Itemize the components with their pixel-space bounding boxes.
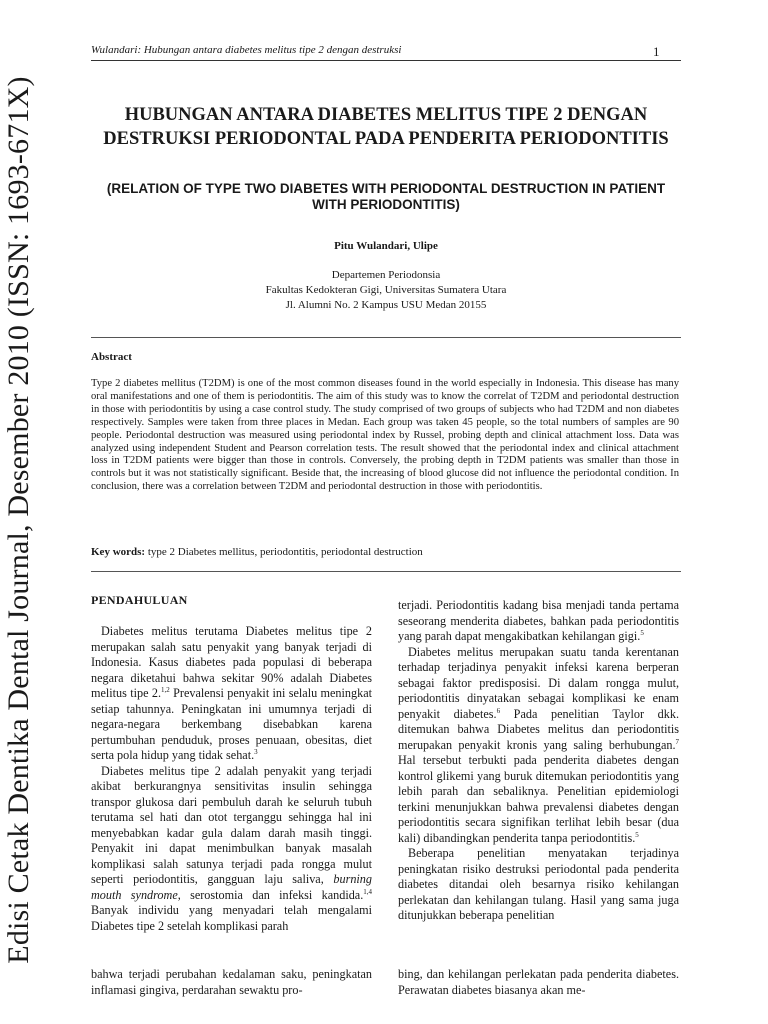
keywords-list: type 2 Diabetes mellitus, periodontitis, periodontal destruction: [145, 546, 423, 558]
left-column: [91, 624, 372, 934]
affiliation-address: Jl. Alumni No. 2 Kampus USU Medan 20155: [285, 299, 487, 311]
right-paragraph-3: Beberapa penelitian menyatakan terjadinya peningkatan risiko destruksi periodontal pada penderita diabetes ditandai oleh besarnya risiko kehilangan perlekatan dan kehilangan tulang. Hasil yang sama juga ditunjukkan beberapa penelitian: [398, 846, 679, 922]
affiliation-faculty: Fakultas Kedokteran Gigi, Universitas Sumatera Utara: [265, 284, 507, 296]
left-column-bottom: [91, 967, 372, 998]
right-paragraph-2: Diabetes melitus merupakan suatu tanda kerentanan terhadap terjadinya penyakit infeksi karena berperan sebagai faktor predisposisi. Di dalam rongga mulut, periodontitis dinyatakan sebagai komplikasi ke enam penyakit diabetes.$^6$ Pada penelitian Taylor dkk. ditemukan bahwa Diabetes melitus dan periodontitis merupakan penyakit kronis yang saling berhubungan.$^7$ Hal tersebut terbukti pada penderita diabetes dengan kontrol glikemi yang buruk ditemukan periodontitis yang lebih parah dan sebaliknya. Penelitian epidemiologi terkini menunjukkan bahwa prevalensi diabetes dengan periodontitis secara signifikan terlihat lebih besar (dua kali) dibandingkan penderita tanpa periodontitis.$^5$: [398, 644, 679, 845]
journal-side-banner: [0, 60, 40, 980]
keywords: [91, 546, 423, 558]
authors: Pitu Wulandari, Ulipe: [334, 240, 438, 252]
section-heading: PENDAHULUAN: [91, 593, 188, 607]
paper-title: HUBUNGAN ANTARA DIABETES MELITUS TIPE 2 DENGAN DESTRUKSI PERIODONTAL PADA PENDERITA PERIODONTITIS: [103, 105, 669, 149]
keywords-label: Key words:: [91, 546, 146, 558]
abstract-top-rule: [91, 337, 681, 338]
paper-subtitle: (RELATION OF TYPE TWO DIABETES WITH PERIODONTAL DESTRUCTION IN PATIENT WITH PERIODONTITIS): [106, 181, 666, 212]
affiliation: [91, 268, 681, 313]
left-paragraph-2: Diabetes melitus tipe 2 adalah penyakit yang terjadi akibat berkurangnya sensitivitas insulin sehingga transpor glukosa dari pembuluh darah ke seluruh tubuh terutama sel hati dan otot terganggu sehingga hal ini menyebabkan kadar gula dalam darah masih tinggi. Penyakit ini dapat menimbulkan banyak masalah komplikasi salah satunya terjadi pada rongga mulut seperti periodontitis, gangguan laju saliva, burning mouth syndrome, serostomia dan infeksi kandida.$^{1,4}$ Banyak individu yang menyadari telah mengalami Diabetes tipe 2 setelah komplikasi parah: [91, 763, 373, 933]
right-column: [398, 598, 679, 924]
left-paragraph-1: Diabetes melitus terutama Diabetes melitus tipe 2 merupakan salah satu penyakit yang banyak terjadi di Indonesia. Kasus diabetes pada populasi di beberapa negara diketahui bahwa sekitar 90% adalah Diabetes melitus tipe 2.$^{1,2}$ Prevalensi penyakit ini selalu meningkat setiap tahunnya. Peningkatan ini umumnya terjadi di negara-negara berkembang disebabkan karena pertumbuhan penduduk, proses penuaan, obesitas, diet serta pola hidup yang tidak sehat.$^3$: [91, 624, 372, 762]
abstract-bottom-rule: [91, 571, 681, 572]
abstract-text: Type 2 diabetes mellitus (T2DM) is one of the most common diseases found in the world especially in Indonesia. This disease has many oral manifestations and one of them is periodontitis. The aim of this study was to know the correlat of T2DM and periodontal destruction in those with periodontitis by using a case control study. The study comprised of two groups of subjects who had T2DM and non diabetes respectively. Samples were taken from three places in Medan. Each group was taken 45 people, so the total numbers of samples are 90 people. Periodontal destruction was measured using periodontal index by Russel, probing depth and clinical attachment loss. Data was analyzed using independent Student and Pearson correlation tests. The result showed that the periodontal index and clinical attachment loss in T2DM patients were bigger than those in controls. Conversely, the probing depth in T2DM patients was smaller than those in controls but it was not statistically significant. Beside that, the increasing of blood glucose did not influence the periodontal condition. In conclusion, there was a correlation between T2DM and periodontal destruction in those with periodontitis.: [91, 378, 679, 493]
page-number: 1: [653, 44, 660, 59]
right-column-bottom: [398, 967, 679, 998]
right-paragraph-1: terjadi. Periodontitis kadang bisa menjadi tanda pertama seseorang menderita diabetes, bahkan pada periodontitis yang parah dapat mengakibatkan kehilangan gigi.$^5$: [398, 598, 679, 643]
left-bottom-text: bahwa terjadi perubahan kedalaman saku, peningkatan inflamasi gingiva, perdarahan sewaktu pro-: [91, 967, 372, 997]
running-head: Wulandari: Hubungan antara diabetes melitus tipe 2 dengan destruksi: [91, 44, 402, 56]
right-bottom-text: bing, dan kehilangan perlekatan pada penderita diabetes. Perawatan diabetes biasanya akan me-: [398, 967, 679, 997]
affiliation-dept: Departemen Periodonsia: [331, 269, 441, 281]
abstract-heading: Abstract: [91, 351, 132, 363]
header-rule: [91, 60, 681, 61]
side-banner-text: Edisi Cetak Dentika Dental Journal, Desember 2010 (ISSN: 1693-671X): [2, 76, 35, 964]
